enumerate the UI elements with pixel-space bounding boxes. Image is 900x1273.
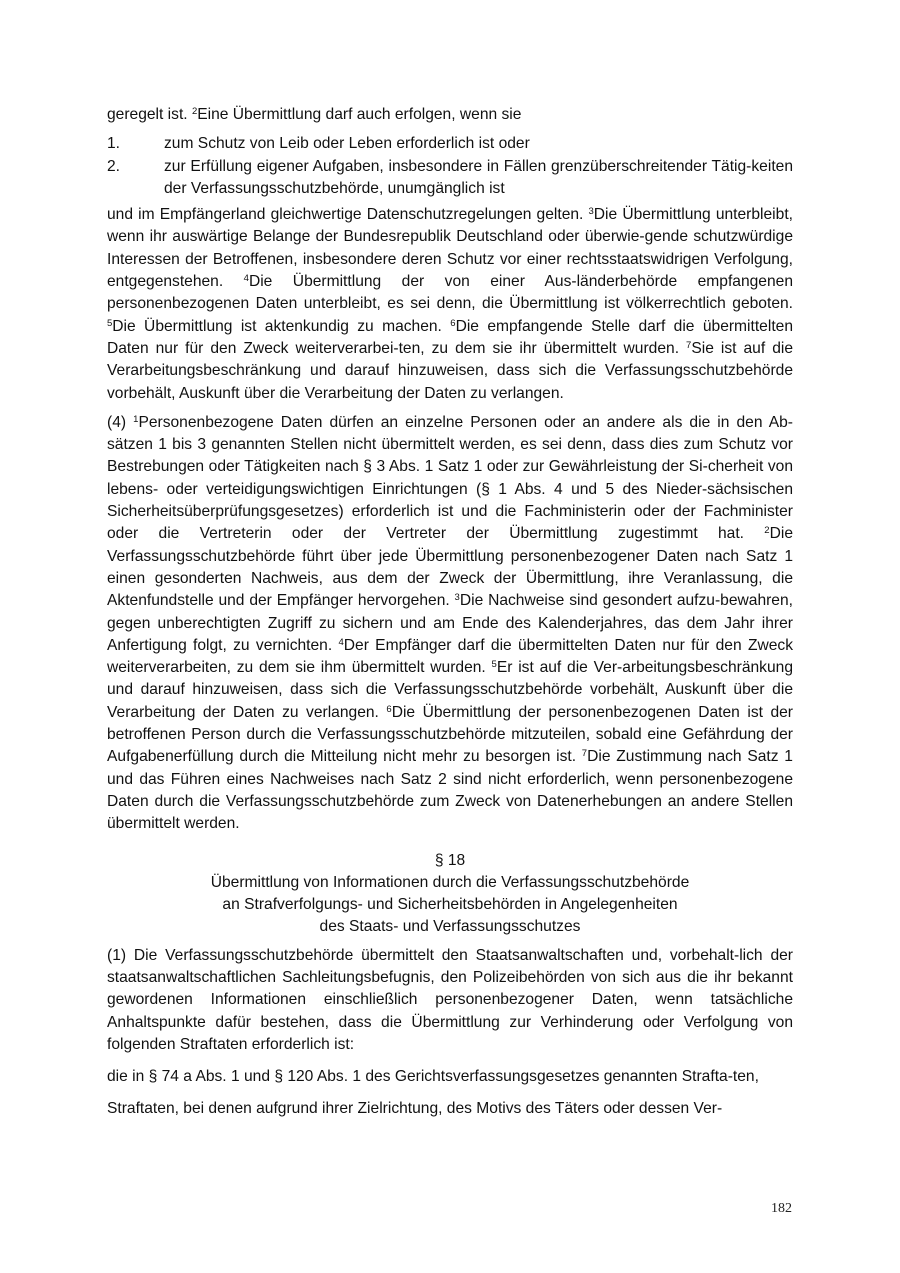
section-title-line: an Strafverfolgungs- und Sicherheitsbehörden in Angelegenheiten <box>222 896 678 914</box>
list-number: 2. <box>107 157 121 175</box>
section-heading <box>107 850 793 939</box>
document-page <box>107 104 793 1128</box>
page-number: 182 <box>771 1201 792 1216</box>
list-item <box>107 156 793 201</box>
sentence-number: 2 <box>191 106 198 117</box>
section-number: § 18 <box>434 851 466 869</box>
section-title-line: Übermittlung von Informationen durch die Verfassungsschutzbehörde <box>210 873 690 891</box>
intro-line: geregelt ist. $^2$Eine Übermittlung darf auch erfolgen, wenn sie <box>107 106 522 123</box>
numbered-list <box>107 133 793 200</box>
section-title-line: des Staats- und Verfassungsschutzes <box>319 918 581 936</box>
list-item <box>107 133 793 155</box>
list-text: zur Erfüllung eigener Aufgaben, insbesondere in Fällen grenzüberschreitender Tätig-keiten der Verfassungsschutzbehörde, unumgänglich ist <box>164 157 793 197</box>
list-text: zum Schutz von Leib oder Leben erforderlich ist oder <box>164 135 530 153</box>
paragraph-18-1: (1) Die Verfassungsschutzbehörde übermittelt den Staatsanwaltschaften und, vorbehalt-lich der staatsanwaltschaftlichen Sachleitungsbefugnis, den Polizeibehörden von sich aus die ihr bekannt gewordenen Informationen einschließlich personenbezogener Daten, wenn tatsächliche Anhaltspunkte dafür bestehen, dass die Übermittlung zur Verhinderung oder Verfolgung von folgenden Straftaten erforderlich ist: <box>107 946 793 1053</box>
list-number: 1. <box>107 135 121 153</box>
offense-item: Straftaten, bei denen aufgrund ihrer Zielrichtung, des Motivs des Täters oder dessen Ver- <box>107 1100 723 1118</box>
paragraph-4: (4) $^1$Personenbezogene Daten dürfen an einzelne Personen oder an andere als die in den Ab-sätzen 1 bis 3 genannten Stellen nicht übermittelt werden, es sei denn, dass dies zum Schutz vor Bestrebungen oder Tätigkeiten nach § 3 Abs. 1 Satz 1 oder zur Gewährleistung der Si-cherheit von lebens- oder verteidigungswichtigen Einrichtungen (§ 1 Abs. 4 und 5 des Nieder-sächsischen Sicherheitsüberprüfungsgesetzes) erforderlich ist und die Fachministerin oder der Fachminister oder die Vertreterin oder der Vertreter der Übermittlung zugestimmt hat. $^2$Die Verfassungsschutzbehörde führt über jede Übermittlung personenbezogener Daten nach Satz 1 einen gesonderten Nachweis, aus dem der Zweck der Übermittlung, ihre Veranlassung, die Aktenfundstelle und der Empfänger hervorgehen. $^3$Die Nachweise sind gesondert aufzu-bewahren, gegen unberechtigten Zugriff zu sichern und am Ende des Kalenderjahres, das dem Jahr ihrer Anfertigung folgt, zu vernichten. $^4$Der Empfänger darf die übermittelten Daten nur für den Zweck weiterverarbeiten, zu dem sie ihm übermittelt wurden. $^5$Er ist auf die Ver-arbeitungsbeschränkung und darauf hinzuweisen, dass sich die Verfassungsschutzbehörde vorbehält, Auskunft über die Verarbeitung der Daten zu verlangen. $^6$Die Übermittlung der personenbezogenen Daten ist der betroffenen Person durch die Verfassungsschutzbehörde mitzuteilen, sobald eine Gefährdung der Aufgabenerfüllung durch die Mitteilung nicht mehr zu besorgen ist. $^7$Die Zustimmung nach Satz 1 und das Führen eines Nachweises nach Satz 2 sind nicht erforderlich, wenn personenbezogene Daten durch die Verfassungsschutzbehörde zum Zweck von Datenerhebungen an andere Stellen übermittelt werden. <box>107 413 794 833</box>
offense-item: die in § 74 a Abs. 1 und § 120 Abs. 1 des Gerichtsverfassungsgesetzes genannten Strafta-ten, <box>107 1068 759 1086</box>
paragraph-conditions: und im Empfängerland gleichwertige Datenschutzregelungen gelten. $^3$Die Übermittlung unterbleibt, wenn ihr auswärtige Belange der Bundesrepublik Deutschland oder überwie-gende schutzwürdige Interessen der Betroffenen, insbesondere deren Schutz vor einer rechtsstaatswidrigen Verfolgung, entgegenstehen. $^4$Die Übermittlung der von einer Aus-länderbehörde empfangenen personenbezogenen Daten unterbleibt, es sei denn, die Übermittlung ist völkerrechtlich geboten. $^5$Die Übermittlung ist aktenkundig zu machen. $^6$Die empfangende Stelle darf die übermittelten Daten nur für den Zweck weiterverarbei-ten, zu dem sie ihr übermittelt wurden. $^7$Sie ist auf die Verarbeitungsbeschränkung und darauf hinzuweisen, dass sich die Verfassungsschutzbehörde vorbehält, Auskunft über die Verarbeitung der Daten zu verlangen. <box>107 206 793 402</box>
